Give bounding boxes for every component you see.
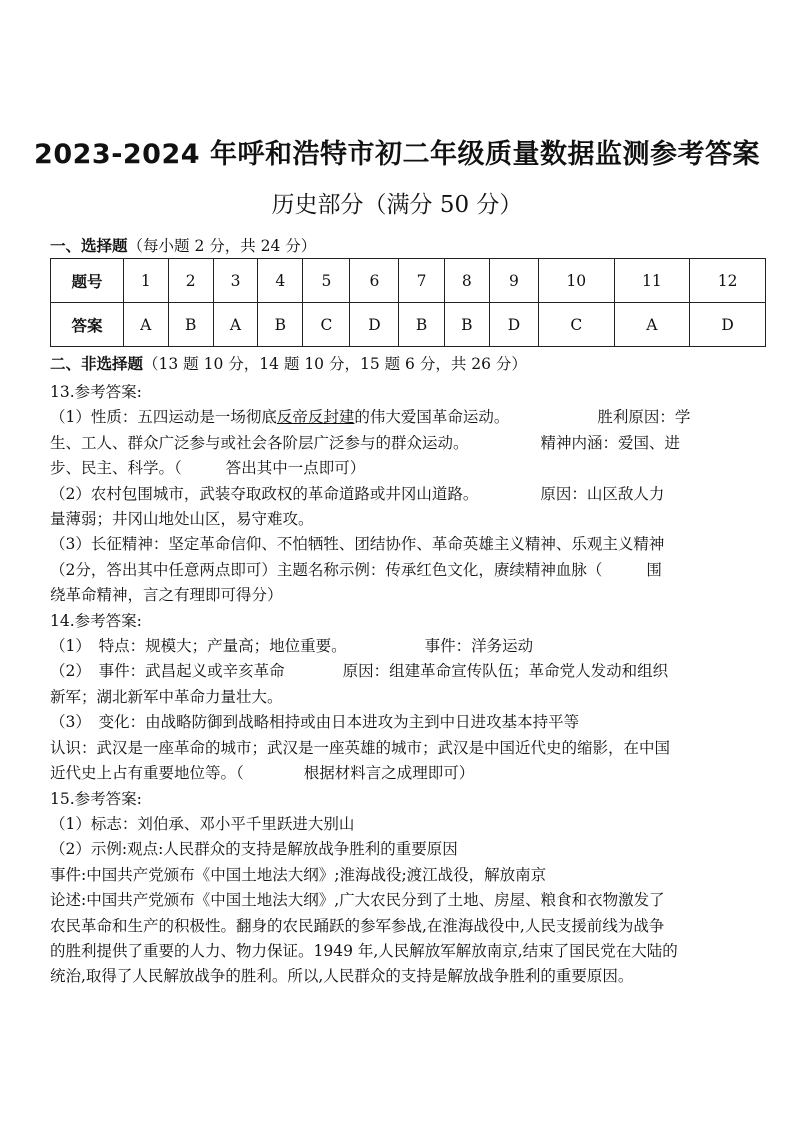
answer-table [50, 258, 766, 347]
section-2-note: （13 题 10 分，14 题 10 分，15 题 6 分，共 26 分） [143, 355, 527, 373]
q13-text: 答出其中一点即可） [225, 459, 366, 478]
q15-argument-line4: 统治,取得了人民解放战争的胜利。所以,人民群众的支持是解放战争胜利的重要原因。 [50, 967, 634, 986]
answer-body [50, 380, 766, 990]
table-row-header: 题号 [51, 259, 124, 303]
section-2-heading [50, 352, 527, 374]
q15-part1: （1）标志：刘伯承、邓小平千里跃进大别山 [50, 814, 355, 833]
q14-part1 [50, 634, 766, 659]
q13-part3-line1: （3）长征精神：坚定革命信仰、不怕牺牲、团结协作、革命英雄主义精神、乐观主义精神 [50, 535, 665, 554]
q14-heading: 14.参考答案: [50, 611, 142, 630]
q15-argument-line3: 的胜利提供了重要的人力、物力保证。1949 年,人民解放军解放南京,结束了国民党在大陆的 [50, 941, 678, 960]
q14-text: 近代史上占有重要地位等。（ [50, 764, 244, 783]
q13-text: 的伟大爱国革命运动。 [354, 408, 510, 427]
q14-part2-line2: 新军；湖北新军中革命力量壮大。 [50, 687, 283, 706]
q13-heading: 13.参考答案: [50, 383, 142, 401]
table-cell: 5 [303, 259, 350, 303]
table-cell: 12 [690, 259, 766, 303]
q13-text: 步、民主、科学。（ [50, 459, 182, 478]
q13-text: 生、工人、群众广泛参与或社会各阶层广泛参与的群众运动。 [50, 433, 469, 452]
q15-argument-line2: 农民革命和生产的积极性。翻身的农民踊跃的参军参战,在淮海战役中,人民支援前线为战争 [50, 916, 665, 935]
table-row-numbers [51, 259, 766, 303]
q14-part2-line1 [50, 659, 766, 684]
q13-text: 胜利原因：学 [597, 408, 691, 427]
q14-text: （2） 事件：武昌起义或辛亥革命 [50, 662, 285, 681]
q14-part3-line2: 认识：武汉是一座革命的城市；武汉是一座英雄的城市；武汉是中国近代史的缩影，在中国 [50, 738, 671, 757]
table-cell: 10 [538, 259, 614, 303]
table-cell: B [168, 303, 213, 347]
q15-part2: （2）示例:观点:人民群众的支持是解放战争胜利的重要原因 [50, 840, 458, 859]
q14-part3-line3 [50, 761, 766, 786]
table-cell: A [614, 303, 690, 347]
q13-text: 精神内涵：爱国、进 [540, 433, 681, 452]
q13-part3-line3: 绕革命精神，言之有理即可得分） [50, 586, 283, 605]
section-1-note: （每小题 2 分，共 24 分） [127, 237, 317, 255]
q13-text: 围 [646, 560, 662, 579]
q13-part1-line2 [50, 431, 766, 456]
table-cell: C [538, 303, 614, 347]
q13-underlined-text: 反帝反封建 [276, 408, 355, 427]
q14-text: （1） 特点：规模大；产量高；地位重要。 [50, 637, 347, 656]
table-cell: B [444, 303, 489, 347]
table-cell: 9 [489, 259, 538, 303]
q13-text: （2分，答出其中任意两点即可）主题名称示例：传承红色文化，赓续精神血脉（ [50, 560, 603, 579]
q13-text: （1）性质：五四运动是一场彻底 [50, 408, 277, 427]
table-cell: A [124, 303, 169, 347]
table-cell: D [489, 303, 538, 347]
table-cell: A [213, 303, 258, 347]
q15-heading: 15.参考答案: [50, 789, 142, 808]
table-cell: 6 [350, 259, 399, 303]
q14-text: 事件：洋务运动 [424, 637, 534, 656]
q15-events: 事件:中国共产党颁布《中国土地法大纲》;淮海战役;渡江战役，解放南京 [50, 865, 547, 884]
table-cell: 1 [124, 259, 169, 303]
document-title: 2023-2024 年呼和浩特市初二年级质量数据监测参考答案 [34, 139, 760, 170]
table-cell: D [690, 303, 766, 347]
table-cell: 4 [258, 259, 303, 303]
table-cell: 2 [168, 259, 213, 303]
q13-part3-line2 [50, 558, 766, 583]
q14-text: 根据材料言之成理即可） [303, 764, 475, 783]
q14-text: 原因：组建革命宣传队伍；革命党人发动和组织 [342, 662, 669, 681]
table-cell: B [258, 303, 303, 347]
document-subtitle: 历史部分（满分 50 分） [271, 192, 523, 218]
q13-text: （2）农村包围城市，武装夺取政权的革命道路或井冈山道路。 [50, 484, 479, 503]
table-cell: 7 [399, 259, 444, 303]
section-1-heading [50, 234, 316, 256]
table-row-answers [51, 303, 766, 347]
table-cell: 3 [213, 259, 258, 303]
table-row-header: 答案 [51, 303, 124, 347]
table-cell: B [399, 303, 444, 347]
table-cell: 11 [614, 259, 690, 303]
table-cell: C [303, 303, 350, 347]
q13-part1-line1 [50, 405, 766, 430]
section-2-label: 二、非选择题 [50, 355, 144, 373]
section-1-label: 一、选择题 [50, 237, 128, 255]
q13-text: 原因：山区敌人力 [540, 484, 665, 503]
q13-part1-line3 [50, 456, 766, 481]
q13-part2-line1 [50, 482, 766, 507]
q13-part2-line2: 量薄弱；井冈山地处山区，易守难攻。 [50, 510, 314, 529]
q15-argument-line1: 论述:中国共产党颁布《中国土地法大纲》,广大农民分到了土地、房屋、粮食和衣物激发了 [50, 891, 665, 910]
table-cell: D [350, 303, 399, 347]
q14-part3-line1: （3） 变化：由战略防御到战略相持或由日本进攻为主到中日进攻基本持平等 [50, 713, 580, 732]
table-cell: 8 [444, 259, 489, 303]
